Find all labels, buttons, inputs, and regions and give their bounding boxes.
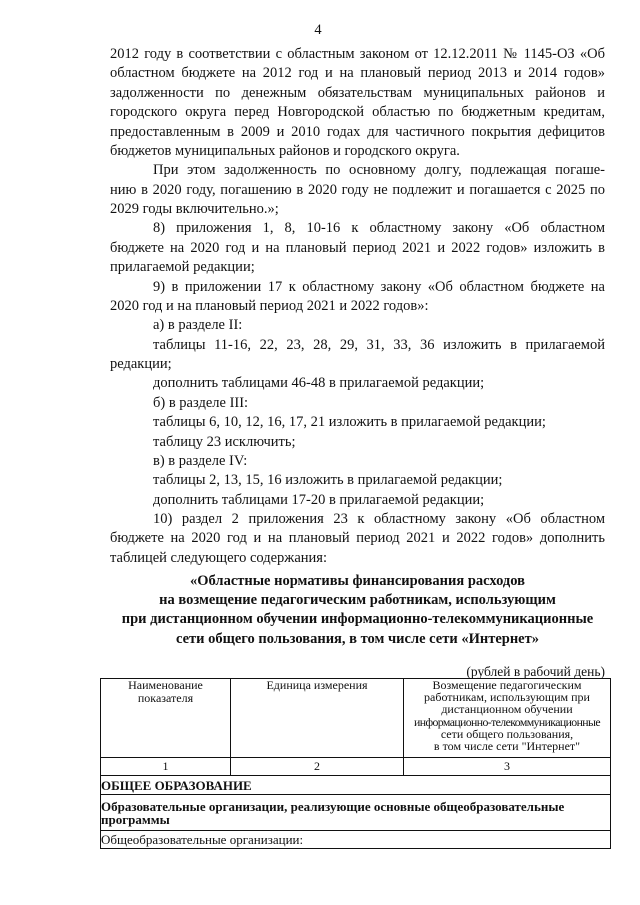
text-line: 9) в приложении 17 к областному закону «Об областном бюджете на <box>153 278 605 295</box>
text-line: 10) раздел 2 приложения 23 к областному закону «Об областном <box>153 511 605 527</box>
column-number-row <box>101 758 611 776</box>
text-line: таблицей следующего содержания: <box>110 549 327 566</box>
paragraph-debt-repayment <box>110 161 605 219</box>
header-compensation-line: работникам, использующим при <box>424 690 590 705</box>
header-compensation-line: дистанционном обучении <box>441 702 573 717</box>
text-line: дополнить таблицами 17-20 в прилагаемой редакции; <box>153 491 485 508</box>
header-compensation-line: Возмещение педагогическим <box>432 678 582 692</box>
text-line: задолженности по денежным обязательствам муниципальных районов и <box>110 84 605 101</box>
units-note: (рублей в рабочий день) <box>466 664 605 679</box>
text-line: б) в разделе III: <box>153 394 249 411</box>
subitem-a-tables-replace <box>110 336 605 375</box>
subsection-row <box>101 795 611 831</box>
subsection-label: Образовательные организации, реализующие основные общеобразовательные программы <box>101 795 611 831</box>
subitem-c-tables-add <box>110 491 605 510</box>
subitem-b-section-iii <box>110 394 605 413</box>
section-row <box>101 776 611 795</box>
table-title-line: «Областные нормативы финансирования расходов <box>190 573 525 589</box>
column-number: 3 <box>404 758 611 776</box>
text-line: прилагаемой редакции; <box>110 259 255 276</box>
table-title-line: на возмещение педагогическим работникам, использующим <box>159 592 556 609</box>
text-line: бюджете на 2020 год и на плановый период 2021 и 2022 годов» изложить в <box>110 239 605 256</box>
text-line: При этом задолженность по основному долгу, подлежащая погаше- <box>153 162 605 179</box>
subitem-b-tables-replace <box>110 413 605 432</box>
text-line: 2020 год и на плановый период 2021 и 2022 годов»: <box>110 297 429 314</box>
column-number: 2 <box>231 758 404 776</box>
amendment-item-10 <box>110 510 605 568</box>
text-line: в) в разделе IV: <box>153 452 248 469</box>
column-number: 1 <box>101 758 231 776</box>
table-title <box>90 572 625 649</box>
amendment-item-8 <box>110 219 605 277</box>
subitem-c-section-iv <box>110 452 605 471</box>
group-row <box>101 831 611 849</box>
text-line: 2029 годы включительно.»; <box>110 201 279 217</box>
header-indicator-name: Наименование показателя <box>101 679 231 758</box>
text-line: предоставленным в 2009 и 2010 годах для частичного покрытия дефицитов <box>110 123 605 140</box>
subitem-c-tables-replace <box>110 471 605 490</box>
header-unit: Единица измерения <box>231 679 404 758</box>
subitem-a-section-ii <box>110 316 605 335</box>
text-line: редакции; <box>110 356 172 372</box>
standards-table <box>100 678 611 849</box>
header-compensation-line: информационно-телекоммуникационные <box>414 714 600 729</box>
text-line: 8) приложения 1, 8, 10-16 к областному закону «Об областном <box>153 220 605 237</box>
text-line: бюджетов муниципальных районов и городского округа. <box>110 142 460 159</box>
text-line: таблицы 11-16, 22, 23, 28, 29, 31, 33, 36 изложить в прилагаемой <box>153 336 605 353</box>
header-compensation-line: в том числе сети "Интернет" <box>433 739 581 754</box>
header-compensation-line: сети общего пользования, <box>440 726 574 741</box>
subitem-b-table-exclude <box>110 433 605 452</box>
text-line: областном бюджете на 2012 год и на плановый период 2013 и 2014 годов» <box>110 65 605 82</box>
subitem-a-tables-add <box>110 374 605 393</box>
text-line: таблицу 23 исключить; <box>153 433 296 450</box>
text-line: таблицы 6, 10, 12, 16, 17, 21 изложить в прилагаемой редакции; <box>153 414 546 431</box>
text-line: а) в разделе II: <box>153 317 243 334</box>
group-label: Общеобразовательные организации: <box>101 831 611 849</box>
section-label: ОБЩЕЕ ОБРАЗОВАНИЕ <box>101 776 611 795</box>
text-line: таблицы 2, 13, 15, 16 изложить в прилагаемой редакции; <box>153 472 503 489</box>
text-line: 2012 году в соответствии с областным законом от 12.12.2011 № 1145-ОЗ «Об <box>110 46 605 62</box>
page-number: 4 <box>314 22 322 38</box>
header-compensation <box>404 679 611 758</box>
table-title-line: сети общего пользования, в том числе сети «Интернет» <box>175 630 539 647</box>
text-line: городского округа перед Новгородской областью по бюджетным кредитам, <box>110 104 605 121</box>
amendment-item-9 <box>110 278 605 317</box>
text-line: нию в 2020 году, погашению в 2020 году не подлежит и погашается с 2025 по <box>110 181 605 198</box>
paragraph-continuation <box>110 45 605 161</box>
text-line: дополнить таблицами 46-48 в прилагаемой редакции; <box>153 375 485 392</box>
table-header-row <box>101 679 611 758</box>
text-line: бюджете на 2020 год и на плановый период 2021 и 2022 годов» дополнить <box>110 530 605 547</box>
table-title-line: при дистанционном обучении информационно-телекоммуникационные <box>121 611 594 628</box>
body-text <box>110 45 605 568</box>
